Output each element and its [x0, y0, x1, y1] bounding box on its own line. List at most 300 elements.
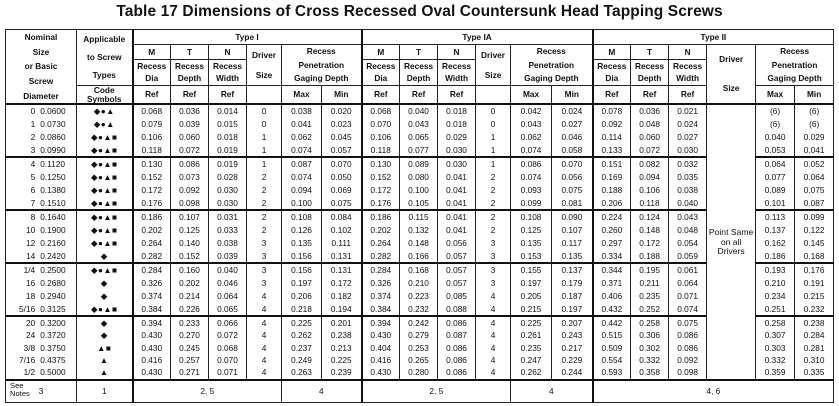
type1a-penetration-max: 0.086 — [520, 159, 542, 170]
basic-diameter: 0.1250 — [40, 172, 66, 183]
type2-penetration-min: 0.052 — [803, 159, 825, 170]
type1a-recess-depth: 0.040 — [408, 106, 429, 117]
type1-penetration-max: 0.135 — [291, 237, 312, 248]
type1-penetration-max: 0.197 — [291, 278, 312, 289]
type1a-recess-width: 0.018 — [446, 106, 467, 117]
type2-max-label: Max — [756, 86, 795, 105]
type2-recess-width: 0.086 — [677, 342, 698, 353]
type1-penetration-min: 0.045 — [330, 131, 352, 142]
type2-recess-dia: 0.151 — [601, 159, 623, 170]
code-symbols: ◆●▲ — [93, 106, 115, 117]
type1-penetration-min: 0.070 — [330, 159, 352, 170]
type1-recess-width: 0.072 — [217, 330, 238, 341]
header-text-line: Screw — [28, 76, 54, 86]
type1-recess-depth: 0.257 — [179, 354, 200, 365]
type1a-recess-depth: 0.166 — [408, 250, 429, 261]
type1a-recess-dia: 0.152 — [370, 172, 392, 183]
type2-recess-dia: 0.224 — [601, 212, 623, 223]
code-symbols: ◆●▲■ — [90, 225, 118, 236]
type1a-recess-dia: 0.282 — [370, 250, 392, 261]
type1a-recess-dia: 0.430 — [370, 330, 392, 341]
type1-recess-dia: 0.430 — [141, 330, 163, 341]
type1a-recess-depth: 0.242 — [408, 318, 429, 329]
type2-recess-dia: 0.406 — [601, 290, 623, 301]
type1-m-header: M — [133, 45, 171, 60]
type1-recess-dia-cell — [133, 263, 171, 316]
type1-recess-depth: 0.202 — [179, 278, 200, 289]
type1-recess-depth: 0.073 — [179, 172, 200, 183]
type1a-recess-width: 0.086 — [446, 354, 467, 365]
type1-recess-width: 0.019 — [217, 144, 238, 155]
code-symbols-header — [77, 86, 133, 105]
type2-recess-width: 0.040 — [677, 197, 698, 208]
header-text-line: Driver — [481, 49, 506, 60]
type1-recess-width-cell — [209, 316, 247, 379]
type2-recess-depth: 0.235 — [639, 290, 660, 301]
basic-diameter: 0.0730 — [40, 119, 66, 130]
basic-diameter: 0.2680 — [40, 278, 66, 289]
type2-recess-width: 0.086 — [677, 330, 698, 341]
dimensions-table — [5, 29, 834, 403]
type2-recess-dia: 0.509 — [601, 342, 623, 353]
type1-recess-width: 0.033 — [217, 225, 238, 236]
type1-penetration-max: 0.038 — [291, 106, 312, 117]
type1-driver-size: 2 — [261, 225, 267, 236]
type2-recess-depth-cell — [631, 316, 669, 379]
code-symbols: ◆ — [100, 290, 108, 301]
nominal-size: 12 — [25, 237, 36, 248]
type2-penetration-max: 0.193 — [764, 265, 786, 276]
nominal-size: 1/2 — [23, 367, 36, 378]
type2-recess-width: 0.043 — [677, 212, 698, 223]
type1-driver-size: 2 — [261, 184, 267, 195]
type2-recess-depth-cell — [631, 263, 669, 316]
type2-penetration-min: 0.284 — [803, 330, 825, 341]
type2-recess-width: 0.048 — [677, 225, 698, 236]
type1-driver-size: 3 — [261, 237, 267, 248]
type1a-penetration-max: 0.125 — [520, 225, 542, 236]
code-symbols-cell — [77, 210, 133, 263]
type2-recess-width-cell — [669, 210, 707, 263]
type2-recess-depth-cell — [631, 104, 669, 157]
type2-recess-dia: 0.206 — [601, 197, 623, 208]
type2-penetration-min: 0.075 — [803, 184, 825, 195]
type1-recess-dia: 0.430 — [141, 367, 163, 378]
type2-penetration-min: 0.191 — [803, 278, 825, 289]
code-symbols: ◆●▲■ — [90, 303, 118, 314]
type1a-recess-width: 0.041 — [446, 184, 467, 195]
header-text-line: Size — [484, 69, 502, 80]
header-text-line: Depth — [637, 73, 662, 84]
type1-min-label: Min — [322, 86, 362, 105]
type1a-recess-width-header — [438, 60, 476, 86]
type2-penetration-max: 0.113 — [765, 212, 786, 223]
type1a-penetration-max-cell — [511, 104, 552, 157]
type1-recess-width: 0.068 — [217, 342, 238, 353]
type1a-header: Type IA — [362, 30, 593, 45]
type1a-penetration-min: 0.090 — [561, 212, 583, 223]
type1-recess-width: 0.040 — [217, 265, 238, 276]
type1-recess-depth: 0.125 — [179, 225, 200, 236]
type1a-recess-depth: 0.077 — [408, 144, 429, 155]
type2-penetration-max: 0.040 — [764, 131, 786, 142]
type2-recess-depth: 0.306 — [639, 330, 660, 341]
type1-recess-dia: 0.264 — [141, 237, 163, 248]
type2-recess-dia: 0.371 — [601, 278, 623, 289]
basic-diameter: 0.3125 — [40, 303, 66, 314]
type1-recess-depth-cell — [171, 316, 209, 379]
type2-penetration-min: 0.281 — [803, 342, 825, 353]
type1-recess-width: 0.066 — [217, 318, 238, 329]
nominal-size: 5 — [30, 172, 36, 183]
nominal-size-cell — [6, 263, 77, 316]
type2-penetration-min-cell — [795, 316, 834, 379]
type1-driver-size-cell — [247, 263, 282, 316]
type1a-recess-dia: 0.118 — [370, 144, 391, 155]
type1a-penetration-min: 0.046 — [561, 131, 583, 142]
type1a-penetration-min: 0.107 — [561, 225, 583, 236]
type2-penetration-max: 0.251 — [764, 303, 786, 314]
basic-diameter: 0.1900 — [40, 225, 66, 236]
type1a-recess-width: 0.086 — [446, 318, 467, 329]
type2-ref-label: Ref — [593, 86, 631, 105]
nominal-size-cell — [6, 157, 77, 210]
header-text-line: Size — [32, 46, 50, 57]
type2-penetration-min-cell — [795, 210, 834, 263]
type2-recess-dia-cell — [593, 210, 631, 263]
type1-n-header: N — [209, 45, 247, 60]
type2-recess-depth-cell — [631, 157, 669, 210]
type1a-penetration-max: 0.042 — [520, 106, 542, 117]
type1a-driver-size: 4 — [490, 367, 496, 378]
type1-penetration-min-cell — [322, 104, 362, 157]
type1a-recess-dia: 0.070 — [370, 119, 392, 130]
type2-recess-width: 0.064 — [677, 278, 698, 289]
header-text-line: Recess — [212, 60, 243, 71]
type1-recess-dia-cell — [133, 316, 171, 379]
type2-header: Type II — [593, 30, 834, 45]
type1a-penetration-min: 0.187 — [561, 290, 583, 301]
type1a-penetration-max: 0.093 — [520, 184, 542, 195]
code-symbols: ◆●▲■ — [90, 131, 118, 142]
type2-recess-depth: 0.172 — [639, 237, 660, 248]
type1a-penetration-max: 0.247 — [520, 354, 542, 365]
type1a-penetration-min: 0.137 — [561, 265, 583, 276]
type2-penetration-min: 0.310 — [803, 354, 825, 365]
type1a-driver-size: 4 — [490, 354, 496, 365]
type1a-penetration-min-cell — [552, 104, 593, 157]
type1a-penetration-min: 0.027 — [561, 119, 583, 130]
applicable-header — [77, 30, 133, 86]
type1-driver-size: 3 — [261, 250, 267, 261]
nominal-size: 7 — [30, 197, 36, 208]
type1-penetration-min: 0.057 — [330, 144, 352, 155]
type2-recess-dia: 0.344 — [601, 265, 623, 276]
code-symbols: ▲ — [99, 354, 109, 365]
type1a-ref-label: Ref — [362, 86, 400, 105]
type1-recess-dia: 0.282 — [141, 250, 163, 261]
type1a-penetration-min: 0.197 — [561, 303, 583, 314]
type1-recess-width: 0.028 — [217, 172, 238, 183]
type1a-driver-size: 4 — [490, 342, 496, 353]
header-text-line: Dia — [374, 73, 388, 84]
type1-driver-size-cell — [247, 316, 282, 379]
type1a-recess-width: 0.087 — [446, 330, 467, 341]
type1a-recess-dia: 0.172 — [370, 184, 392, 195]
type1-driver-size-blank — [247, 86, 282, 105]
type1a-m-header: M — [362, 45, 400, 60]
type2-recess-dia: 0.334 — [601, 250, 623, 261]
type2-penetration-min: (6) — [809, 106, 820, 117]
type2-recess-width: 0.038 — [677, 184, 698, 195]
code-symbols-cell — [77, 104, 133, 157]
type1a-recess-width: 0.057 — [446, 278, 467, 289]
type1a-recess-depth: 0.148 — [408, 237, 429, 248]
type2-penetration-max: 0.303 — [764, 342, 786, 353]
basic-diameter: 0.4375 — [40, 354, 66, 365]
type1-penetration-min-cell — [322, 157, 362, 210]
type1a-penetration-max: 0.099 — [520, 197, 542, 208]
type1a-recess-dia: 0.430 — [370, 367, 392, 378]
type1a-penetration-min: 0.243 — [561, 330, 583, 341]
type1a-penetration-min: 0.056 — [561, 172, 583, 183]
type2-recess-depth: 0.036 — [639, 106, 660, 117]
type2-penetration-max: 0.359 — [764, 367, 786, 378]
type2-penetration-max: 0.258 — [764, 318, 786, 329]
type2-m-header: M — [593, 45, 631, 60]
type1a-penetration-min: 0.058 — [561, 144, 583, 155]
type1a-penetration-min: 0.229 — [561, 354, 583, 365]
type1-penetration-min: 0.225 — [330, 354, 352, 365]
type2-recess-depth: 0.195 — [639, 265, 660, 276]
header-text-line: Width — [445, 73, 469, 84]
type1a-recess-depth-cell — [400, 316, 438, 379]
type1-penetration-max-cell — [282, 104, 322, 157]
type2-penetration-max: (6) — [770, 119, 781, 130]
type1-recess-width: 0.018 — [217, 131, 238, 142]
type2-penetration-min: 0.087 — [803, 197, 825, 208]
type1a-recess-depth: 0.043 — [408, 119, 429, 130]
type1a-penetration-max-cell — [511, 316, 552, 379]
notes-symbols-ref: 1 — [77, 380, 133, 403]
type2-recess-dia: 0.260 — [601, 225, 623, 236]
type2-penetration-max-cell — [756, 210, 795, 263]
type1-penetration-max: 0.074 — [291, 144, 312, 155]
type2-recess-width-cell — [669, 263, 707, 316]
type1-recess-depth: 0.270 — [179, 330, 200, 341]
type1a-recess-depth-cell — [400, 157, 438, 210]
header-text-line: Diameter — [23, 90, 59, 101]
type1a-recess-depth: 0.115 — [408, 212, 429, 223]
type1a-recess-width: 0.088 — [446, 303, 467, 314]
type1a-recess-depth: 0.210 — [408, 278, 429, 289]
type2-recess-depth: 0.332 — [639, 354, 660, 365]
type1-penetration-max: 0.094 — [291, 184, 312, 195]
type2-penetration-min: 0.029 — [803, 131, 825, 142]
basic-diameter: 0.0600 — [40, 106, 66, 117]
type1-recess-width-cell — [209, 263, 247, 316]
nominal-size-cell — [6, 210, 77, 263]
code-symbols: ◆ — [100, 318, 108, 329]
type1-recess-width-cell — [209, 157, 247, 210]
type2-recess-depth: 0.094 — [639, 172, 660, 183]
type1a-driver-size: 3 — [490, 237, 496, 248]
nominal-size: 6 — [30, 184, 36, 195]
type1a-recess-dia: 0.186 — [370, 212, 392, 223]
header-text-line: Nominal — [24, 31, 58, 42]
type1-recess-width: 0.038 — [217, 237, 238, 248]
type1a-recess-depth: 0.232 — [408, 303, 429, 314]
type1-penetration-min-cell — [322, 316, 362, 379]
type1a-penetration-max-cell — [511, 210, 552, 263]
header-text-line: Symbols — [86, 93, 122, 104]
notes-type1-pen-ref: 4 — [282, 380, 362, 403]
type1-penetration-min: 0.172 — [330, 278, 352, 289]
header-text-line: Dia — [605, 73, 619, 84]
type1a-driver-size: 0 — [490, 119, 496, 130]
code-symbols: ▲ — [99, 367, 109, 378]
type1a-penetration-max: 0.074 — [520, 172, 542, 183]
type2-recess-depth: 0.148 — [639, 225, 660, 236]
header-text-line: Penetration — [298, 59, 345, 70]
type1-penetration-max-cell — [282, 263, 322, 316]
type2-penetration-max-cell — [756, 316, 795, 379]
code-symbols: ▲■ — [97, 342, 112, 353]
type1a-recess-dia-cell — [362, 316, 400, 379]
type2-recess-depth-header — [631, 60, 669, 86]
type1-recess-width: 0.014 — [217, 106, 238, 117]
type1-recess-dia: 0.326 — [141, 278, 163, 289]
type1a-penetration-max: 0.135 — [520, 237, 542, 248]
nominal-size: 20 — [25, 318, 36, 329]
type2-penetration-min: 0.041 — [803, 144, 825, 155]
type1-recess-depth: 0.271 — [179, 367, 200, 378]
type1-penetration-max: 0.100 — [291, 197, 312, 208]
type2-penetration-max: 0.234 — [764, 290, 786, 301]
type1-recess-depth: 0.245 — [179, 342, 200, 353]
type1a-recess-dia-header — [362, 60, 400, 86]
type1-penetration-max-cell — [282, 157, 322, 210]
header-text-line: Recess — [673, 60, 703, 71]
type1-recess-depth-cell — [171, 157, 209, 210]
type2-recess-width: 0.024 — [677, 119, 698, 130]
type2-recess-depth: 0.072 — [639, 144, 660, 155]
type1-recess-width: 0.030 — [217, 197, 238, 208]
notes-type1a-dims-ref: 2, 5 — [362, 380, 511, 403]
type1a-penetration-max: 0.108 — [520, 212, 542, 223]
header-text-line: Recess — [635, 60, 665, 71]
type2-penetration-min: 0.215 — [803, 290, 825, 301]
type2-recess-width: 0.030 — [677, 144, 698, 155]
type1-driver-size-cell — [247, 210, 282, 263]
type1-recess-depth: 0.214 — [179, 290, 200, 301]
table-row-group — [6, 104, 834, 157]
type1-ref-label: Ref — [209, 86, 247, 105]
type1-penetration-max: 0.263 — [291, 367, 312, 378]
type1a-penetration-min: 0.075 — [561, 184, 583, 195]
type1-driver-size: 4 — [261, 318, 267, 329]
type1-recess-dia-cell — [133, 210, 171, 263]
type2-recess-width: 0.021 — [677, 106, 698, 117]
type2-penetration-max: 0.089 — [764, 184, 786, 195]
type1a-penetration-max: 0.261 — [520, 330, 542, 341]
nominal-size-header — [6, 30, 77, 105]
type2-ref-label: Ref — [669, 86, 707, 105]
type1a-driver-size: 0 — [490, 106, 496, 117]
type2-recess-depth: 0.082 — [639, 159, 660, 170]
type1-recess-dia: 0.106 — [141, 131, 163, 142]
type1-penetration-min: 0.075 — [330, 197, 352, 208]
code-symbols: ◆●▲■ — [90, 144, 118, 155]
type1-driver-size: 2 — [261, 212, 267, 223]
type1a-penetration-min: 0.135 — [561, 250, 583, 261]
type2-recess-dia: 0.188 — [601, 184, 623, 195]
code-symbols: ◆●▲■ — [90, 184, 118, 195]
type1-recess-depth: 0.098 — [179, 197, 200, 208]
type1-t-header: T — [171, 45, 209, 60]
type2-recess-width: 0.061 — [677, 265, 698, 276]
type2-penetration-max: 0.077 — [764, 172, 786, 183]
type1a-driver-size-cell — [476, 210, 511, 263]
type1a-penetration-max: 0.225 — [520, 318, 542, 329]
type2-recess-dia: 0.169 — [601, 172, 623, 183]
type2-recess-depth-cell — [631, 210, 669, 263]
type1-penetration-min: 0.084 — [330, 212, 352, 223]
type1a-penetration-max: 0.153 — [520, 250, 542, 261]
header-text-line: Recess — [536, 46, 566, 57]
type1a-driver-size: 1 — [490, 131, 496, 142]
type1a-recess-depth: 0.105 — [408, 197, 429, 208]
type2-penetration-min-cell — [795, 263, 834, 316]
nominal-size: 24 — [25, 330, 36, 341]
basic-diameter: 0.3720 — [40, 330, 66, 341]
type1-penetration-max: 0.249 — [291, 354, 312, 365]
nominal-size: 14 — [25, 250, 36, 261]
header-text-line: Code — [93, 85, 115, 95]
type1-driver-size: 4 — [261, 330, 267, 341]
type1a-recess-width: 0.085 — [446, 290, 467, 301]
type1-penetration-min: 0.131 — [330, 265, 352, 276]
type2-recess-dia: 0.078 — [601, 106, 623, 117]
type1a-penetration-min: 0.179 — [561, 278, 583, 289]
basic-diameter: 0.3200 — [40, 318, 66, 329]
type1a-recess-width: 0.041 — [446, 172, 467, 183]
nominal-size-cell — [6, 316, 77, 379]
type1a-penetration-max: 0.262 — [520, 367, 542, 378]
type1a-penetration-min-cell — [552, 316, 593, 379]
type1-penetration-max: 0.041 — [291, 119, 312, 130]
basic-diameter: 0.1120 — [40, 159, 65, 170]
type1a-recess-width: 0.057 — [446, 250, 467, 261]
type1-penetration-min: 0.182 — [330, 290, 352, 301]
type1-driver-size: 1 — [261, 144, 267, 155]
type2-penetration-min: 0.232 — [803, 303, 825, 314]
type1a-penetration-max: 0.062 — [520, 131, 542, 142]
type2-penetration-min: 0.064 — [803, 172, 825, 183]
type1a-recess-depth-cell — [400, 210, 438, 263]
type1a-driver-size: 4 — [490, 303, 496, 314]
type1a-driver-size-cell — [476, 104, 511, 157]
basic-diameter: 0.2160 — [40, 237, 66, 248]
notes-type2-ref: 4, 6 — [593, 380, 834, 403]
type1a-penetration-max: 0.074 — [520, 144, 542, 155]
header-text-line: Gaging Depth — [524, 72, 579, 83]
basic-diameter: 0.5000 — [40, 367, 66, 378]
type1-recess-width: 0.039 — [217, 250, 238, 261]
type1-recess-depth: 0.152 — [179, 250, 200, 261]
type1-penetration-min: 0.201 — [330, 318, 352, 329]
type1a-recess-depth-cell — [400, 263, 438, 316]
